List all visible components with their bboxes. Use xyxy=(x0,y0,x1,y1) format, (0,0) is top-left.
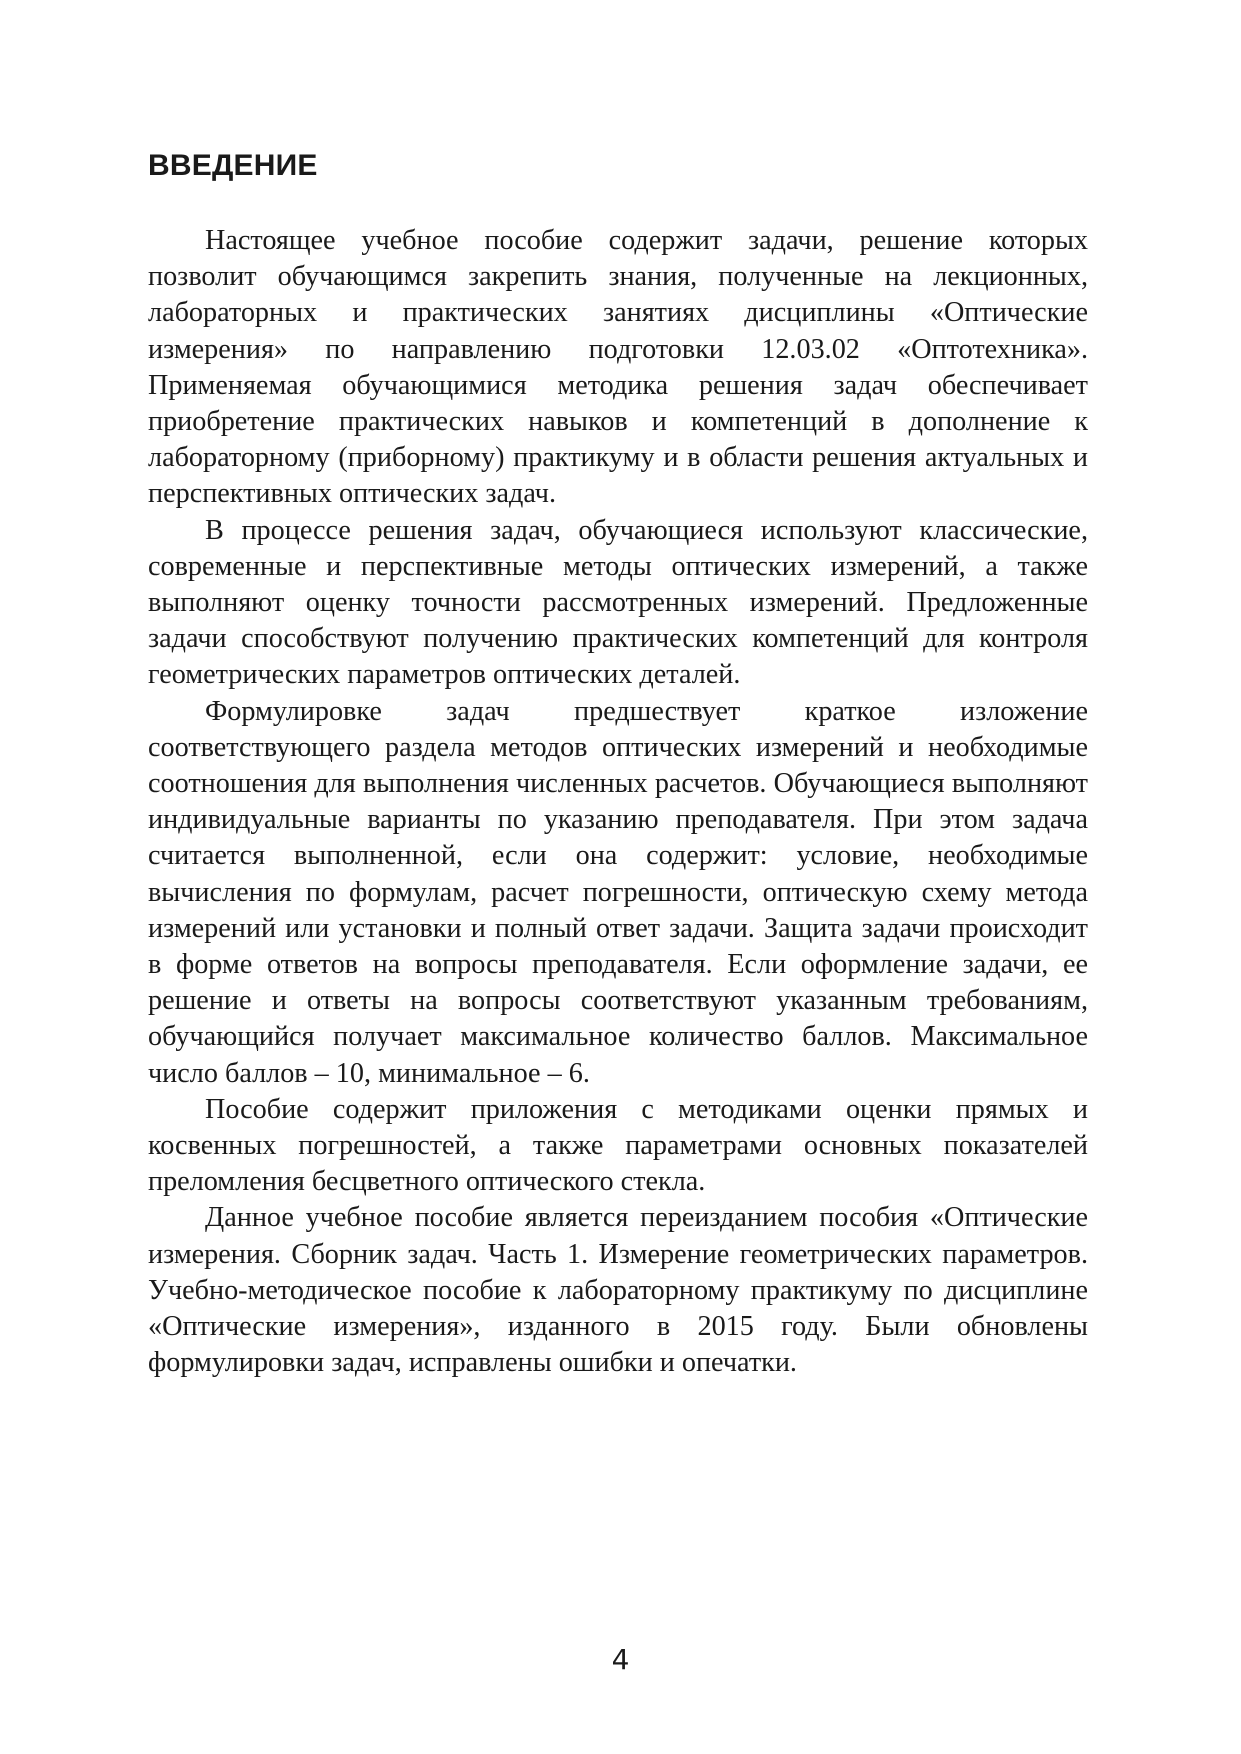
paragraph-methods: В процессе решения задач, обучающиеся используют классические, современные и перспективные методы оптических измерений, а также выполняют оценку точности рассмотренных измерений. Предложенные задачи способствуют получению практических компетенций для контроля геометрических параметров оптических деталей. xyxy=(148,514,1088,691)
body-text xyxy=(148,223,1088,1382)
paragraph-appendices: Пособие содержит приложения с методиками оценки прямых и косвенных погрешностей, а также параметрами основных показателей преломления бесцветного оптического стекла. xyxy=(148,1093,1088,1198)
paragraph-intro: Настоящее учебное пособие содержит задачи, решение которых позволит обучающимся закрепить знания, полученные на лекционных, лабораторных и практических занятиях дисциплины «Оптические измерения» по направлению подготовки 12.03.02 «Оптотехника». Применяемая обучающимися методика решения задач обеспечивает приобретение практических навыков и компетенций в дополнение к лабораторному (приборному) практикуму и в области решения актуальных и перспективных оптических задач. xyxy=(148,225,1088,510)
paragraph-requirements: Формулировке задач предшествует краткое изложение соответствующего раздела методов оптических измерений и необходимые соотношения для выполнения численных расчетов. Обучающиеся выполняют индивидуальные варианты по указанию преподавателя. При этом задача считается выполненной, если она содержит: условие, необходимые вычисления по формулам, расчет погрешности, оптическую схему метода измерений или установки и полный ответ задачи. Защита задачи происходит в форме ответов на вопросы преподавателя. Если оформление задачи, ее решение и ответы на вопросы соответствуют указанным требованиям, обучающийся получает максимальное количество баллов. Максимальное число баллов – 10, минимальное – 6. xyxy=(148,695,1088,1089)
paragraph-edition: Данное учебное пособие является переизданием пособия «Оптические измерения. Сборник задач. Часть 1. Измерение геометрических параметров. Учебно-методическое пособие к лабораторному практикуму по дисциплине «Оптические измерения», изданного в 2015 году. Были обновлены формулировки задач, исправлены ошибки и опечатки. xyxy=(148,1202,1088,1379)
page-number: 4 xyxy=(611,1643,630,1676)
page-title: ВВЕДЕНИЕ xyxy=(148,149,318,182)
